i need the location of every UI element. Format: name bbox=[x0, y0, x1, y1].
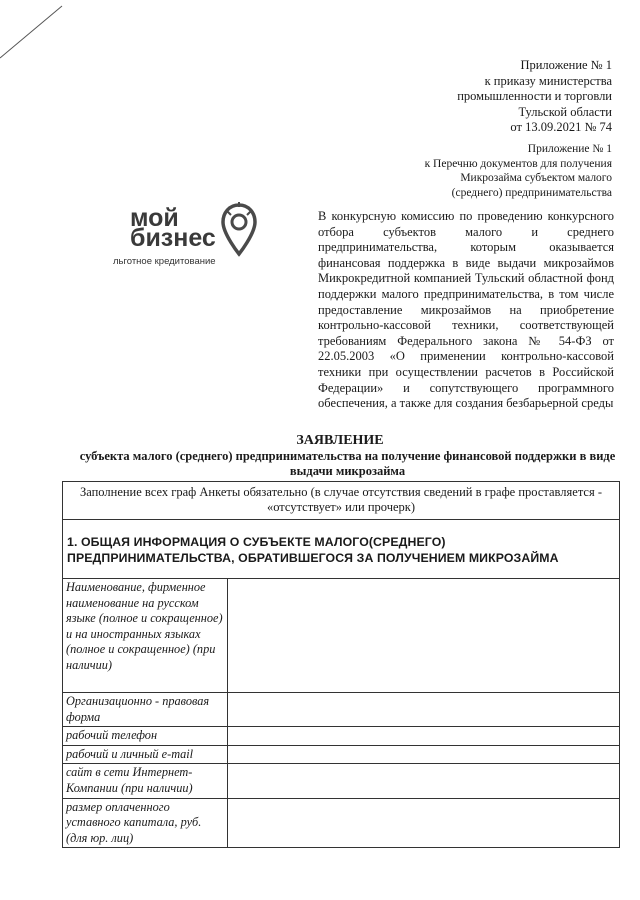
document-title: ЗАЯВЛЕНИЕ bbox=[296, 433, 384, 448]
section-1-title: 1. ОБЩАЯ ИНФОРМАЦИЯ О СУБЪЕКТЕ МАЛОГО(СРЕДНЕГО) ПРЕДПРИНИМАТЕЛЬСТВА, ОБРАТИВШЕГОСЯ ЗА ПОЛУЧЕНИЕМ МИКРОЗАЙМА bbox=[63, 520, 619, 579]
field-label-legal-form: Организационно - правовая форма bbox=[63, 693, 228, 727]
table-row bbox=[63, 693, 619, 727]
field-label-capital: размер оплаченного уставного капитала, руб. (для юр. лиц) bbox=[63, 798, 228, 848]
logo-tagline: льготное кредитование bbox=[113, 256, 216, 267]
scan-corner-fold bbox=[0, 0, 70, 60]
appendix-line: к Перечню документов для получения bbox=[424, 157, 612, 170]
general-info-table bbox=[63, 579, 619, 848]
addressee-text: В конкурсную комиссию по проведению конкурсного отбора субъектов малого и среднего предпринимательства, которым оказывается финансовая поддержка в виде выдачи микрозаймов Микрокредитной компанией Тульский областной фонд поддержки малого предпринимательства, в том числе предоставление микрозаймов на приобретение контрольно-кассовой техники, соответствующей требованиям Федерального закона № 54-ФЗ от 22.05.2003 «О применении контрольно-кассовой техники при осуществлении расчетов в Российской Федерации» и сопутствующего программного обеспечения, а также для создания безбарьерной среды bbox=[318, 209, 614, 411]
appendix-line: (среднего) предпринимательства bbox=[451, 186, 612, 199]
appendix-line: к приказу министерства bbox=[484, 73, 612, 88]
field-label-email: рабочий и личный e-mail bbox=[63, 745, 228, 764]
logo-word-1: мой bbox=[130, 204, 179, 232]
appendix-line: от 13.09.2021 № 74 bbox=[510, 120, 612, 134]
appendix-2-header bbox=[352, 142, 612, 200]
appendix-line: Микрозайма субъектом малого bbox=[460, 172, 612, 184]
table-row bbox=[63, 764, 619, 798]
moy-biznes-logo bbox=[110, 206, 260, 286]
appendix-line: Тульской области bbox=[518, 104, 612, 119]
table-row bbox=[63, 579, 619, 693]
field-value-website[interactable] bbox=[228, 764, 620, 798]
table-row bbox=[63, 727, 619, 746]
application-form bbox=[62, 481, 620, 848]
appendix-1-header bbox=[352, 58, 612, 136]
field-label-name: Наименование, фирменное наименование на русском языке (полное и сокращенное) и на иностранных языках (полное и сокращенное) (при наличии) bbox=[63, 579, 228, 693]
field-label-website: сайт в сети Интернет-Компании (при наличии) bbox=[63, 764, 228, 798]
field-value-legal-form[interactable] bbox=[228, 693, 620, 727]
table-row bbox=[63, 798, 619, 848]
form-instruction-note: Заполнение всех граф Анкеты обязательно (в случае отсутствия сведений в графе проставляется - «отсутствует» или прочерк) bbox=[63, 482, 619, 520]
table-row bbox=[63, 745, 619, 764]
field-value-capital[interactable] bbox=[228, 798, 620, 848]
document-subtitle: субъекта малого (среднего) предпринимательства на получение финансовой поддержки в виде выдачи микрозайма bbox=[79, 449, 616, 478]
appendix-line: Приложение № 1 bbox=[520, 58, 612, 72]
field-value-name[interactable] bbox=[228, 579, 620, 693]
appendix-line: Приложение № 1 bbox=[527, 143, 612, 155]
appendix-line: промышленности и торговли bbox=[457, 89, 612, 103]
field-value-email[interactable] bbox=[228, 745, 620, 764]
field-label-work-phone: рабочий телефон bbox=[63, 727, 228, 746]
logo-word-2: бизнес bbox=[130, 224, 216, 252]
location-pin-icon bbox=[220, 202, 258, 258]
field-value-work-phone[interactable] bbox=[228, 727, 620, 746]
